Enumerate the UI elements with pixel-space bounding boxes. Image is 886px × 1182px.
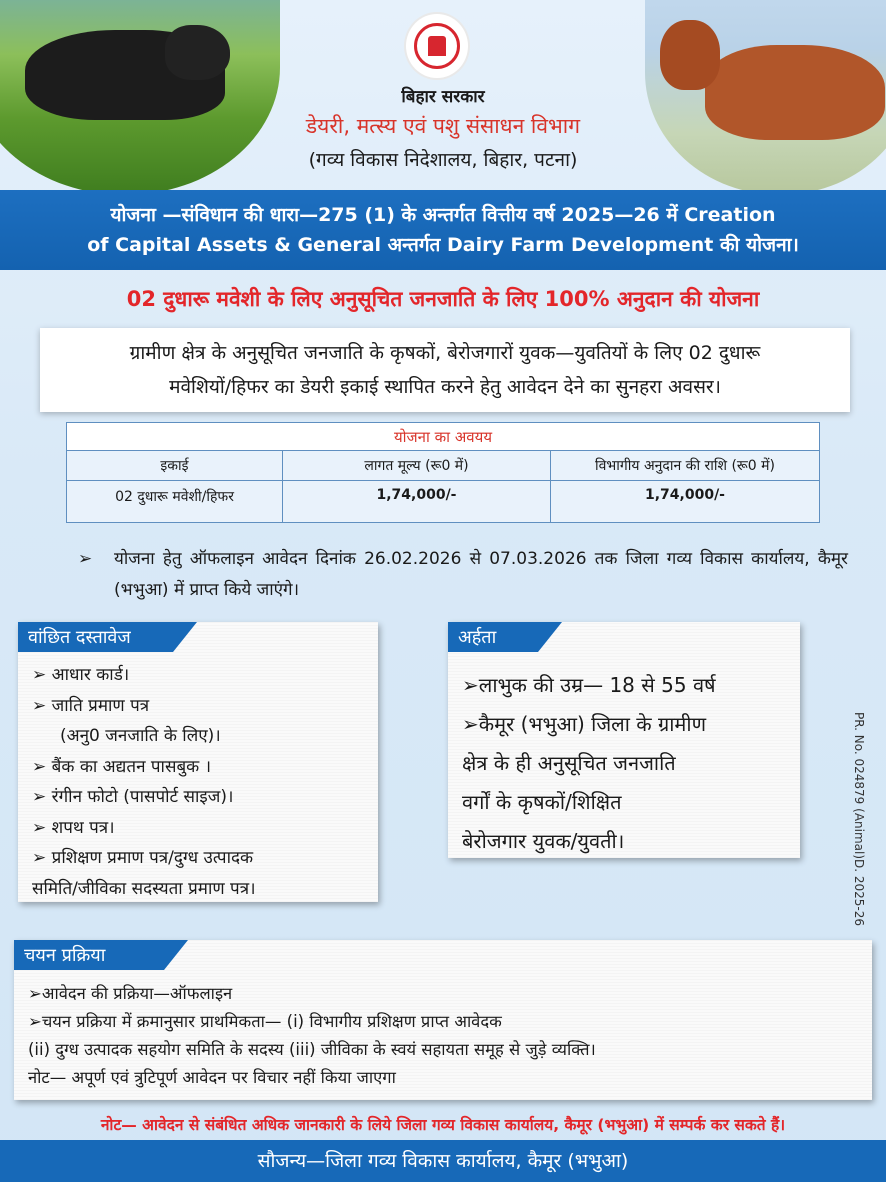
list-item: (ii) दुग्ध उत्पादक सहयोग समिति के सदस्य (iii) जीविका के स्वयं सहायता समूह से जुड़े व्यक्ति।: [28, 1040, 596, 1059]
footer-credit: सौजन्य—जिला गव्य विकास कार्यालय, कैमूर (भभुआ): [0, 1140, 886, 1182]
arrow-bullet-icon: ➢: [78, 549, 93, 569]
bihar-emblem-logo: [404, 12, 470, 80]
list-item: ➢चयन प्रक्रिया में क्रमानुसार प्राथमिकता— (i) विभागीय प्रशिक्षण प्राप्त आवेदक: [28, 1012, 502, 1031]
list-item: ➢ रंगीन फोटो (पासपोर्ट साइज)।: [32, 787, 234, 807]
intro-line-1: ग्रामीण क्षेत्र के अनुसूचित जनजाति के कृषकों, बेरोजगारों युवक—युवतियों के लिए 02 दुधारू: [129, 342, 761, 364]
table-header-unit: इकाई: [67, 451, 283, 481]
list-item: बेरोजगार युवक/युवती।: [462, 829, 625, 853]
scheme-headline: 02 दुधारू मवेशी के लिए अनुसूचित जनजाति के लिए 100% अनुदान की योजना: [126, 287, 760, 311]
scheme-line-2: of Capital Assets & General अन्तर्गत Dairy Farm Development की योजना।: [87, 234, 799, 256]
table-header-grant: विभागीय अनुदान की राशि (रू0 में): [551, 451, 820, 481]
list-item: ➢आवेदन की प्रक्रिया—ऑफलाइन: [28, 984, 233, 1003]
list-item: ➢लाभुक की उम्र— 18 से 55 वर्ष: [462, 673, 716, 697]
table-cell-cost: 1,74,000/-: [283, 481, 551, 523]
list-item: ➢ प्रशिक्षण प्रमाण पत्र/दुग्ध उत्पादक: [32, 848, 254, 868]
buffalo-head: [165, 25, 230, 80]
scheme-line-1: योजना —संविधान की धारा—275 (1) के अन्तर्गत वित्तीय वर्ष 2025—26 में Creation: [110, 204, 776, 226]
government-name: बिहार सरकार: [401, 87, 485, 107]
contact-note: नोट— आवेदन से संबंधित अधिक जानकारी के लिये जिला गव्य विकास कार्यालय, कैमूर (भभुआ) में सम्पर्क कर सकते हैं।: [100, 1116, 786, 1134]
eligibility-title: अर्हता: [448, 622, 538, 652]
component-table: [66, 422, 820, 523]
list-item: समिति/जीविका सदस्यता प्रमाण पत्र।: [32, 878, 256, 899]
selection-list: [28, 980, 596, 1092]
list-item: ➢कैमूर (भभुआ) जिला के ग्रामीण: [462, 712, 707, 736]
pr-number-wrap: [852, 712, 886, 927]
pr-number: PR. No. 024879 (Animal)D. 2025-26: [852, 712, 866, 927]
cow-head: [660, 20, 720, 90]
list-item: ➢ शपथ पत्र।: [32, 817, 115, 838]
table-header-cost: लागत मूल्य (रू0 में): [283, 451, 551, 481]
emblem-icon: [414, 23, 460, 69]
documents-title: वांछित दस्तावेज: [18, 622, 173, 652]
documents-list: [32, 660, 256, 904]
application-note-text: योजना हेतु ऑफलाइन आवेदन दिनांक 26.02.2026 से 07.03.2026 तक जिला गव्य विकास कार्यालय, कैमूर (भभुआ) में प्राप्त किये जाएंगे।: [114, 549, 848, 600]
list-item: नोट— अपूर्ण एवं त्रुटिपूर्ण आवेदन पर विचार नहीं किया जाएगा: [28, 1068, 396, 1087]
selection-title: चयन प्रक्रिया: [14, 940, 164, 970]
intro-line-2: मवेशियों/हिफर का डेयरी इकाई स्थापित करने हेतु आवेदन देने का सुनहरा अवसर।: [169, 376, 721, 398]
table-cell-grant: 1,74,000/-: [551, 481, 820, 523]
selection-panel: [14, 940, 872, 1100]
list-item: वर्गों के कृषकों/शिक्षित: [462, 790, 622, 814]
eligibility-list: [462, 666, 716, 861]
scheme-banner: [0, 190, 886, 270]
table-row: [67, 481, 820, 523]
list-item: ➢ आधार कार्ड।: [32, 665, 130, 685]
documents-panel: [18, 622, 378, 902]
application-note: [78, 544, 848, 606]
directorate-name: (गव्य विकास निदेशालय, बिहार, पटना): [308, 149, 578, 171]
list-item: ➢ जाति प्रमाण पत्र: [32, 695, 150, 716]
intro-box: [40, 328, 850, 412]
table-header-row: [67, 451, 820, 481]
department-name: डेयरी, मत्स्य एवं पशु संसाधन विभाग: [305, 114, 581, 138]
list-item: ➢ बैंक का अद्यतन पासबुक ।: [32, 756, 212, 777]
table-cell-unit: 02 दुधारू मवेशी/हिफर: [67, 481, 283, 523]
list-item: (अनु0 जनजाति के लिए)।: [60, 726, 221, 746]
eligibility-panel: [448, 622, 800, 858]
list-item: क्षेत्र के ही अनुसूचित जनजाति: [462, 751, 676, 775]
table-title: योजना का अवयय: [67, 423, 820, 451]
